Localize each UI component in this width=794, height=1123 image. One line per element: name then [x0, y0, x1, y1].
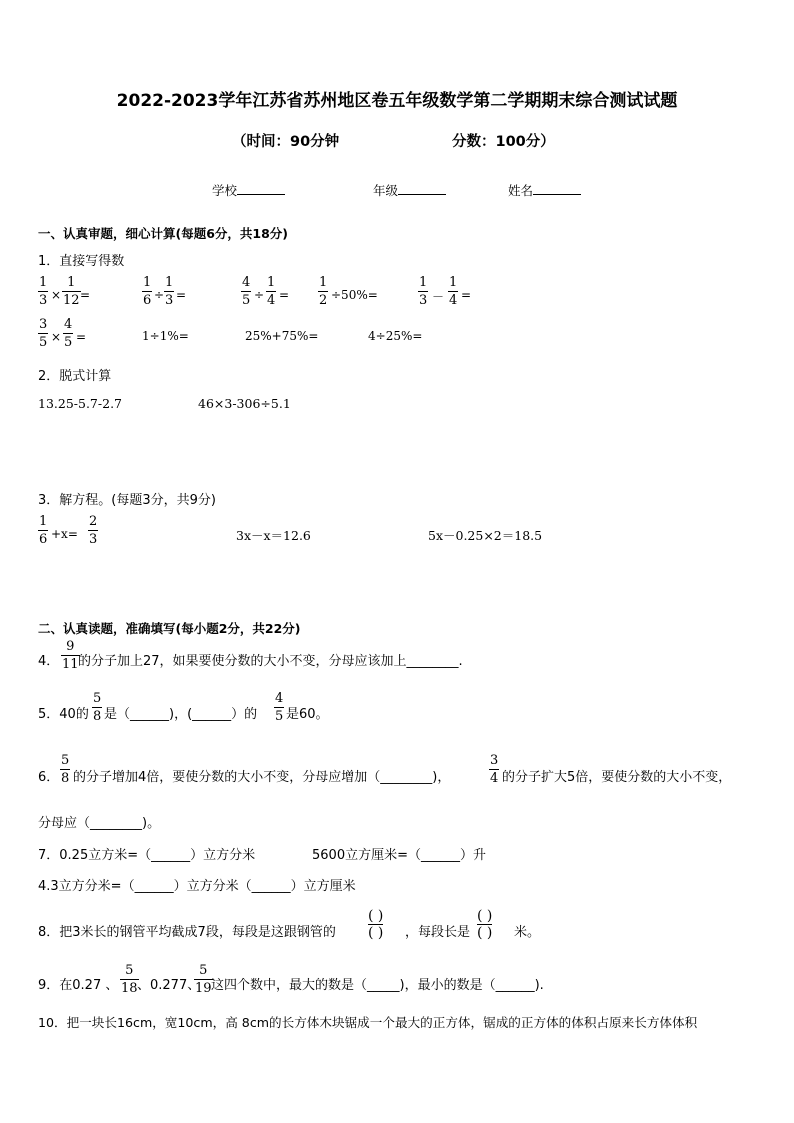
q5-text: 是60。	[286, 707, 329, 722]
equation-part: +x=	[51, 527, 78, 541]
name-blank[interactable]	[533, 193, 581, 195]
calc-expression: 13.25-5.7-2.7	[38, 396, 122, 411]
q5-text: 5．40的	[38, 707, 89, 722]
school-blank[interactable]	[237, 193, 285, 195]
operator: ×	[51, 288, 62, 302]
expression: 1÷1%=	[142, 329, 189, 343]
expression: 25%+75%=	[245, 329, 319, 343]
grade-blank[interactable]	[398, 193, 446, 195]
q5-text: 是（______)，(______）的	[104, 707, 258, 722]
name-field	[508, 181, 581, 199]
blank-fraction[interactable]: ( ) ( )	[477, 908, 493, 941]
q6-text: 的分子增加4倍，要使分数的大小不变，分母应增加（________)，	[73, 770, 451, 785]
fraction: 3 4	[490, 753, 499, 786]
q1-label: 1．直接写得数	[38, 254, 125, 269]
q6-text: 的分子扩大5倍，要使分数的大小不变，	[502, 770, 732, 785]
q3-label: 3．解方程。(每题3分，共9分)	[38, 493, 216, 508]
q7-text: 7．0.25立方米=（______）立方分米	[38, 848, 256, 863]
fraction: 1 4	[267, 275, 276, 308]
operator: ÷	[254, 288, 265, 302]
expression: 4÷25%=	[368, 329, 423, 343]
school-label: 学校	[212, 183, 238, 198]
fraction: 4 5	[275, 691, 284, 724]
q6-number: 6．	[38, 770, 60, 785]
operator: －	[432, 290, 445, 304]
fraction: 1 6	[143, 275, 152, 308]
operator: ÷	[154, 288, 165, 302]
section2-heading: 二、认真读题，准确填写(每小题2分，共22分)	[38, 621, 301, 636]
equals: =	[76, 330, 87, 344]
q2-label: 2．脱式计算	[38, 369, 112, 384]
q10-text: 10．把一块长16cm，宽10cm，高 8cm的长方体木块锯成一个最大的正方体，锯成的正方体的体积占原来长方体体积	[38, 1015, 698, 1030]
expression: ÷50%=	[331, 288, 378, 302]
fraction: 2 3	[89, 514, 98, 547]
fraction: 5 8	[61, 753, 70, 786]
fraction: 9 11	[62, 639, 79, 672]
operator: ×	[51, 330, 62, 344]
q8-text: ，每段长是	[405, 925, 471, 940]
exam-time: （时间：90分钟	[232, 134, 340, 150]
name-label: 姓名	[508, 183, 534, 198]
q4-number: 4．	[38, 654, 60, 669]
exam-score: 分数：100分）	[452, 134, 555, 150]
fraction: 5 18	[121, 963, 138, 996]
equation: 3x－x＝12.6	[236, 528, 311, 543]
q9-text: 9．在0.27 、	[38, 978, 119, 993]
fraction: 1 12	[63, 275, 80, 308]
q4-text: 的分子加上27，如果要使分数的大小不变，分母应该加上________.	[78, 654, 463, 669]
q9-text: 这四个数中，最大的数是（_____)，最小的数是（______).	[211, 978, 544, 993]
page-title: 2022-2023学年江苏省苏州地区卷五年级数学第二学期期末综合测试试题	[116, 91, 678, 111]
fraction: 5 8	[93, 691, 102, 724]
q9-text: 、0.277、	[137, 978, 201, 993]
equals: =	[279, 288, 290, 302]
fraction: 1 6	[39, 514, 48, 547]
fraction: 1 3	[419, 275, 428, 308]
q7-text: 5600立方厘米=（______）升	[312, 848, 486, 863]
blank-fraction[interactable]: ( ) ( )	[368, 908, 384, 941]
fraction: 1 2	[319, 275, 328, 308]
fraction: 3 5	[39, 317, 48, 350]
q8-text: 米。	[514, 925, 541, 940]
q8-text: 8．把3米长的钢管平均截成7段，每段是这跟钢管的	[38, 925, 336, 940]
fraction: 4 5	[242, 275, 251, 308]
fraction: 4 5	[64, 317, 73, 350]
q6-text: 分母应（________)。	[38, 816, 161, 831]
grade-label: 年级	[373, 183, 399, 198]
q7-text: 4.3立方分米=（______）立方分米（______）立方厘米	[38, 879, 356, 894]
grade-field	[373, 181, 446, 199]
equals: =	[80, 288, 91, 302]
fraction: 1 4	[449, 275, 458, 308]
section1-heading: 一、认真审题，细心计算(每题6分，共18分)	[38, 226, 289, 241]
equals: =	[461, 288, 472, 302]
school-field	[212, 181, 285, 199]
calc-expression: 46×3-306÷5.1	[198, 396, 291, 411]
equals: =	[176, 288, 187, 302]
fraction: 5 19	[195, 963, 212, 996]
equation: 5x－0.25×2＝18.5	[428, 528, 543, 543]
fraction: 1 3	[165, 275, 174, 308]
fraction: 1 3	[39, 275, 48, 308]
